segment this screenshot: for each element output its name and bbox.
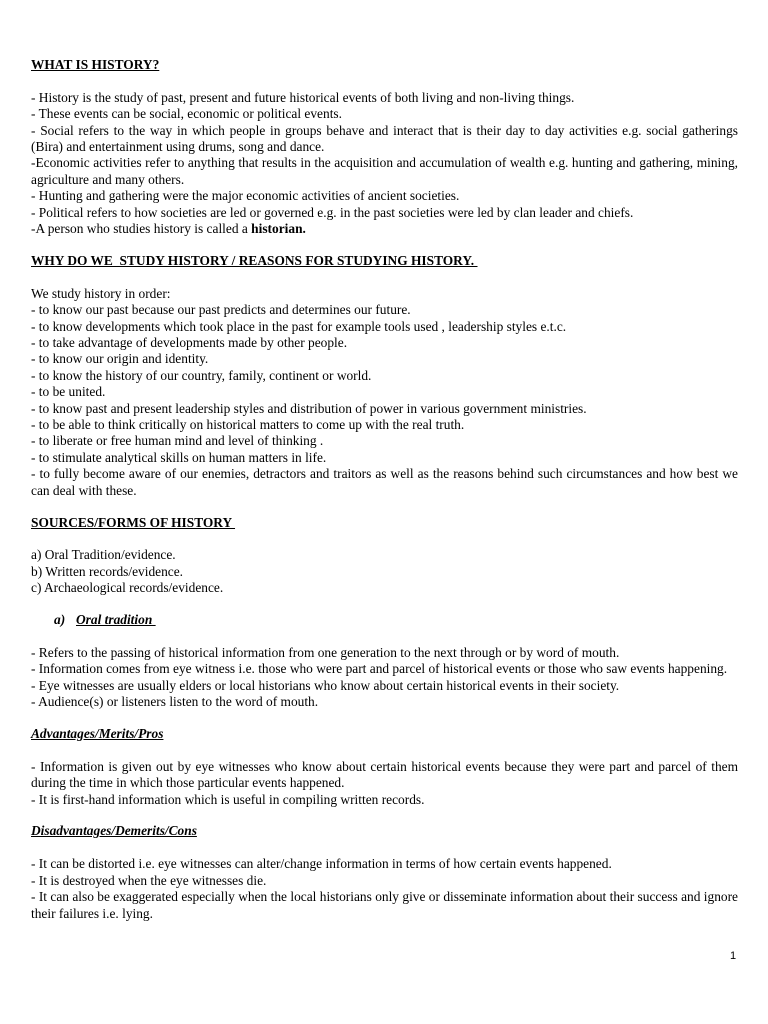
heading-what-is-history: WHAT IS HISTORY?: [31, 57, 160, 72]
source-item: b) Written records/evidence.: [31, 563, 184, 579]
list-marker: a): [54, 612, 66, 628]
heading-sources-of-history: SOURCES/FORMS OF HISTORY: [31, 514, 236, 530]
reason-item: - to know our origin and identity.: [31, 351, 209, 367]
paragraph-line: - These events can be social, economic or political events.: [31, 106, 342, 122]
reason-item: - to be united.: [31, 384, 106, 400]
reason-item: - to know our past because our past predicts and determines our future.: [31, 302, 411, 318]
advantage-line: - It is first-hand information which is useful in compiling written records.: [31, 791, 425, 807]
reason-item: - to know past and present leadership styles and distribution of power in various government ministries.: [31, 400, 587, 416]
source-item: c) Archaeological records/evidence.: [31, 580, 224, 596]
reason-item: - to take advantage of developments made by other people.: [31, 334, 348, 350]
oral-tradition-line: - Refers to the passing of historical information from one generation to the next through or by word of mouth.: [31, 644, 620, 660]
disadvantage-line: - It can also be exaggerated especially when the local historians only give or disseminate information about their success and ignore their failures i.e. lying.: [31, 889, 738, 921]
paragraph-line: -Economic activities refer to anything that results in the acquisition and accumulation of wealth e.g. hunting and gathering, mining, agriculture and many others.: [31, 155, 738, 187]
advantage-line: - Information is given out by eye witnesses who know about certain historical events because they were part and parcel of them during the time in which those particular events happened.: [31, 758, 738, 791]
disadvantage-line: - It is destroyed when the eye witnesses die.: [31, 872, 267, 888]
subheading-advantages: [31, 726, 738, 742]
reason-item: - to know developments which took place in the past for example tools used , leadership styles e.t.c.: [31, 318, 567, 334]
paragraph-line: - Political refers to how societies are led or governed e.g. in the past societies were led by clan leader and chiefs.: [31, 204, 634, 220]
oral-tradition-line: - Eye witnesses are usually elders or local historians who know about certain historical events in their society.: [31, 677, 620, 693]
reason-item: - to stimulate analytical skills on human matters in life.: [31, 449, 327, 465]
paragraph-line: - History is the study of past, present and future historical events of both living and non-living things.: [31, 89, 575, 105]
historian-prefix: -A person who studies history is called a: [31, 221, 252, 237]
document-page: [31, 57, 738, 922]
paragraph-line: - Social refers to the way in which people in groups behave and interact that is their day to day activities e.g. social gatherings (Bira) and entertainment using drums, song and dance.: [31, 122, 738, 155]
page-number: 1: [730, 950, 737, 962]
heading-why-study-history: WHY DO WE STUDY HISTORY / REASONS FOR STUDYING HISTORY.: [31, 252, 478, 268]
reason-item: - to be able to think critically on historical matters to come up with the real truth.: [31, 417, 465, 432]
reason-item: - to know the history of our country, family, continent or world.: [31, 367, 372, 383]
oral-tradition-title: Oral tradition: [76, 612, 156, 628]
disadvantage-line: - It can be distorted i.e. eye witnesses can alter/change information in terms of how certain events happened.: [31, 856, 612, 872]
paragraph-line-historian: [31, 221, 738, 237]
reason-item: - to fully become aware of our enemies, detractors and traitors as well as the reasons behind such circumstances and how best we can deal with these.: [31, 466, 738, 498]
reason-item: - to liberate or free human mind and level of thinking .: [31, 433, 324, 449]
subheading-oral-tradition: [31, 612, 738, 628]
historian-term: historian.: [251, 221, 306, 237]
reasons-intro: We study history in order:: [31, 285, 171, 301]
subheading-disadvantages: [31, 823, 738, 839]
advantages-title: Advantages/Merits/Pros: [31, 725, 164, 741]
oral-tradition-line: - Audience(s) or listeners listen to the word of mouth.: [31, 694, 319, 710]
paragraph-line: - Hunting and gathering were the major economic activities of ancient societies.: [31, 188, 460, 204]
oral-tradition-line: - Information comes from eye witness i.e. those who were part and parcel of historical events or those who saw events happening.: [31, 661, 728, 677]
disadvantages-title: Disadvantages/Demerits/Cons: [31, 823, 197, 839]
source-item: a) Oral Tradition/evidence.: [31, 547, 176, 563]
